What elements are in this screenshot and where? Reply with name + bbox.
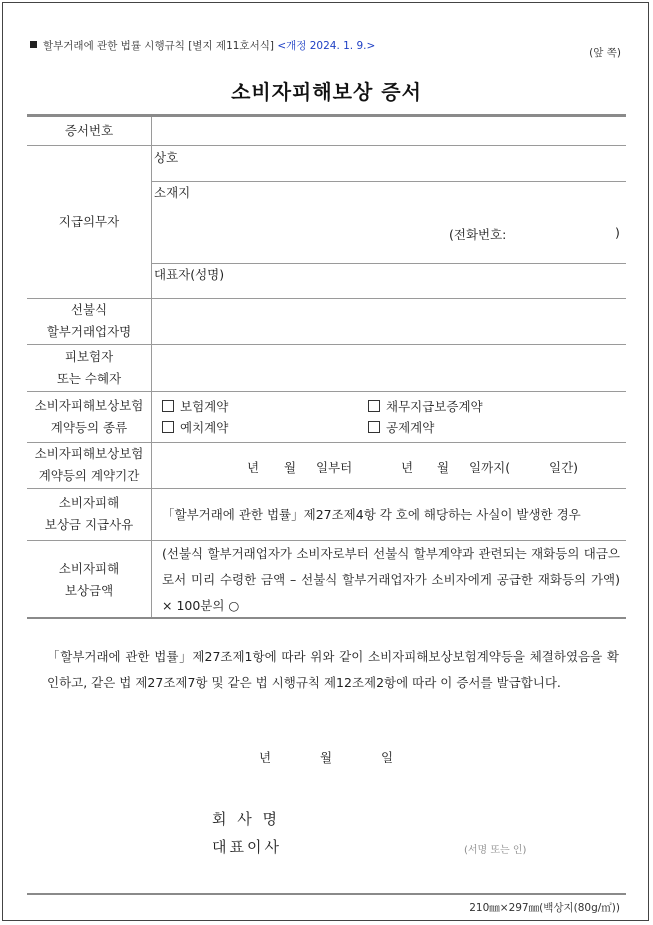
payer-fields <box>152 145 627 298</box>
row-prepaid-business <box>27 298 626 344</box>
insured-label: 피보험자 또는 수혜자 <box>27 344 152 391</box>
footer-rule <box>27 893 626 895</box>
row-insured <box>27 344 626 391</box>
certificate-no-label: 증서번호 <box>27 117 152 145</box>
payer-representative-label: 대표자(성명) <box>154 266 225 282</box>
contract-type-guarantee[interactable]: 채무지급보증계약 <box>368 396 483 417</box>
certificate-no-field[interactable] <box>152 117 627 145</box>
checkbox-icon[interactable] <box>368 400 380 412</box>
checkbox-icon[interactable] <box>162 400 174 412</box>
row-compensation-amount <box>27 540 626 619</box>
payment-reason-text: 「할부거래에 관한 법률」제27조제4항 각 호에 해당하는 사실이 발생한 경우 <box>152 488 627 540</box>
table-bottom-rule <box>27 617 626 619</box>
date-day: 일 <box>381 750 394 765</box>
date-month: 월 <box>320 750 333 765</box>
contract-period-field[interactable]: 년 월 일부터 년 월 일까지( 일간) <box>152 442 627 488</box>
payer-address-field[interactable] <box>152 181 626 263</box>
regulation-reference: 할부거래에 관한 법률 시행규칙 [별지 제11호서식] <box>43 40 274 52</box>
prepaid-business-label: 선불식 할부거래업자명 <box>27 298 152 344</box>
issuance-statement: 「할부거래에 관한 법률」제27조제1항에 따라 위와 같이 소비자피해보상보험계약등을 체결하였음을 확인하고, 같은 법 제27조제7항 및 같은 법 시행규칙 제12조제2항에 따라 이 증서를 발급합니다. <box>47 649 619 690</box>
contract-period-label: 소비자피해보상보험 계약등의 계약기간 <box>27 442 152 488</box>
contract-type-insurance[interactable]: 보험계약 <box>162 396 368 417</box>
contract-type-options <box>152 391 627 442</box>
payer-trade-name-field[interactable] <box>152 146 626 181</box>
checkbox-icon[interactable] <box>368 421 380 433</box>
contract-type-label: 소비자피해보상보험 계약등의 종류 <box>27 391 152 442</box>
form-header <box>30 38 375 53</box>
paper-spec: 210㎜×297㎜(백상지(80g/㎡)) <box>469 902 620 914</box>
signature-note: (서명 또는 인) <box>464 845 527 856</box>
revision-date: <개정 2024. 1. 9.> <box>277 40 376 52</box>
payment-reason-label: 소비자피해 보상금 지급사유 <box>27 488 152 540</box>
payer-label: 지급의무자 <box>27 145 152 298</box>
document-title: 소비자피해보상 증서 <box>231 80 422 104</box>
row-payer <box>27 145 626 298</box>
compensation-amount-label: 소비자피해 보상금액 <box>27 540 152 619</box>
payer-phone-close: ) <box>615 224 620 240</box>
contract-type-mutual-aid[interactable]: 공제계약 <box>368 417 434 438</box>
payer-representative-field[interactable] <box>152 263 626 298</box>
ceo-label: 대표이사 <box>212 838 282 856</box>
checkbox-icon[interactable] <box>162 421 174 433</box>
row-certificate-no <box>27 117 626 145</box>
row-payment-reason <box>27 488 626 540</box>
contract-type-deposit[interactable]: 예치계약 <box>162 417 368 438</box>
page-side-note: (앞 쪽) <box>589 47 621 59</box>
compensation-amount-formula: (선불식 할부거래업자가 소비자로부터 선불식 할부계약과 관련되는 재화등의 대금으로서 미리 수령한 금액 – 선불식 할부거래업자가 소비자에게 공급한 재화등의 가액) × 100분의 ○ <box>152 540 627 619</box>
payer-address-label: 소재지 <box>154 184 191 200</box>
prepaid-business-field[interactable] <box>152 298 627 344</box>
bullet-square-icon <box>30 41 37 48</box>
row-contract-period <box>27 442 626 488</box>
company-name-label: 회 사 명 <box>212 810 281 828</box>
row-contract-type <box>27 391 626 442</box>
insured-field[interactable] <box>152 344 627 391</box>
payer-trade-name-label: 상호 <box>154 149 179 165</box>
date-year: 년 <box>259 750 272 765</box>
certificate-form <box>27 117 626 619</box>
payer-phone-label: (전화번호: <box>449 226 507 242</box>
